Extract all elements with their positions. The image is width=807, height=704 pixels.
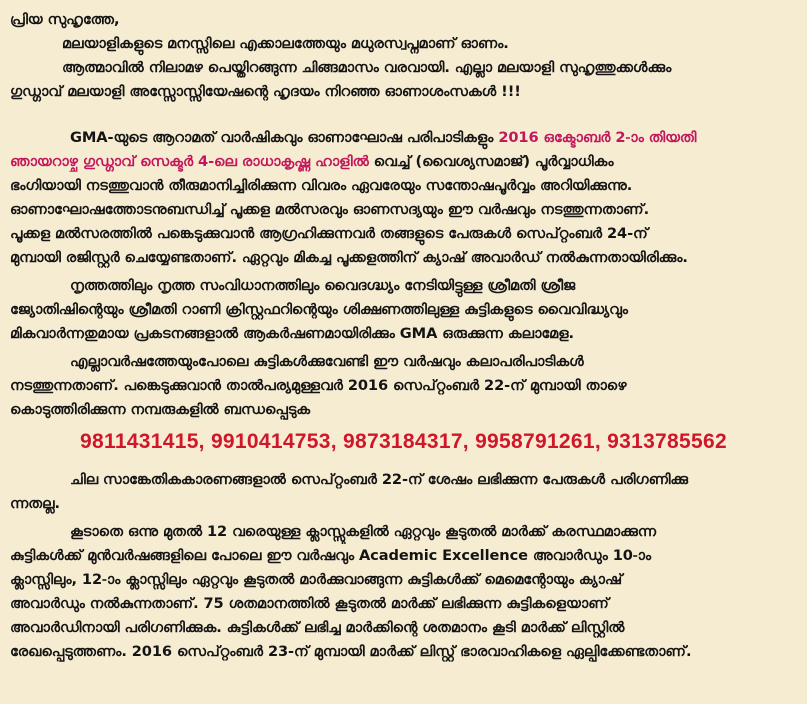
para6-line2: കുട്ടികൾക്ക് മുൻവർഷങ്ങളിലെ പോലെ ഈ വർഷവും Academic Excellence അവാർഡും 10-ാം	[10, 547, 652, 564]
para2-line5: പൂക്കള മൽസരത്തിൽ പങ്കെടുക്കുവാൻ ആഗ്രഹിക്കുന്നവർ തങ്ങളുടെ പേരുകൾ സെപ്റ്റംബർ 24-ന്	[10, 225, 648, 242]
event-date: 2016 ഒക്ടോബർ 2-ാം തിയതി	[498, 129, 697, 146]
para2-line2	[10, 150, 797, 174]
para2-line3: ഭംഗിയായി നടത്തുവാൻ തീരുമാനിച്ചിരിക്കുന്ന വിവരം ഏവരേയും സന്തോഷപൂർവ്വം അറിയിക്കുന്നു.	[10, 177, 633, 194]
contact-phone-numbers: 9811431415, 9910414753, 9873184317, 9958791261, 9313785562	[80, 430, 727, 453]
para6-line4: അവാർഡും നൽകുന്നതാണ്. 75 ശതമാനത്തിൽ കൂടുതൽ മാർക്ക് ലഭിക്കുന്ന കുട്ടികളെയാണ്	[10, 595, 609, 612]
para2-line6: മുമ്പായി രജിസ്റ്റർ ചെയ്യേണ്ടതാണ്. ഏറ്റവും മികച്ച പൂക്കളത്തിന് ക്യാഷ് അവാർഡ് നൽകുന്നതായിരിക്കും.	[10, 249, 688, 266]
para6-line1: കൂടാതെ ഒന്നു മുതൽ 12 വരെയുള്ള ക്ലാസ്സുകളിൽ ഏറ്റവും കൂടുതൽ മാർക്ക് കരസ്ഥമാക്കുന്ന	[70, 523, 657, 540]
para2-line2-text: വെച്ച് (വൈശ്യസമാജ്) പൂർവ്വാധികം	[368, 153, 614, 170]
para2-line1-text: GMA-യുടെ ആറാമത് വാർഷികവും ഓണാഘോഷ പരിപാടികളും	[70, 129, 499, 146]
para5-line1: ചില സാങ്കേതികകാരണങ്ങളാൽ സെപ്റ്റംബർ 22-ന് ശേഷം ലഭിക്കുന്ന പേരുകൾ പരിഗണിക്കു	[70, 471, 689, 488]
para6-line6: രേഖപ്പെടുത്തണം. 2016 സെപ്റ്റംബർ 23-ന് മുമ്പായി മാർക്ക് ലിസ്റ്റ് ഭാരവാഹികളെ ഏല്പിക്കേണ്ടതാണ്.	[10, 643, 692, 660]
para3-line1: നൃത്തത്തിലും നൃത്ത സംവിധാനത്തിലും വൈദഗ്ദ്ധ്യം നേടിയിട്ടുള്ള ശ്രീമതി ശ്രീജ	[70, 277, 576, 294]
para1-line1: മലയാളികളുടെ മനസ്സിലെ എക്കാലത്തേയും മധുരസ്വപ്നമാണ് ഓണം.	[62, 35, 509, 52]
para4-line1: എല്ലാവർഷത്തേയുംപോലെ കുട്ടികൾക്കുവേണ്ടി ഈ വർഷവും കലാപരിപാടികൾ	[70, 353, 584, 370]
para3-line3: മികവാർന്നതുമായ പ്രകടനങ്ങളാൽ ആകർഷണമായിരിക്കും GMA ഒരുക്കുന്ന കലാമേള.	[10, 325, 575, 342]
para2-line4: ഓണാഘോഷത്തോടനുബന്ധിച്ച് പൂക്കള മൽസരവും ഓണസദ്യയും ഈ വർഷവും നടത്തുന്നതാണ്.	[10, 201, 650, 218]
greeting: പ്രിയ സുഹൃത്തേ,	[10, 11, 120, 28]
para3-line2: ജ്യോതിഷിന്റെയും ശ്രീമതി റാണി ക്രിസ്റ്റഫറിന്റെയും ശിക്ഷണത്തിലുള്ള കുട്ടികളുടെ വൈവിദ്ധ്യവും	[10, 301, 628, 318]
para1-line2: ആത്മാവിൽ നിലാമഴ പെയ്തിറങ്ങുന്ന ചിങ്ങമാസം വരവായി. എല്ലാ മലയാളി സുഹൃത്തുക്കൾക്കും	[62, 59, 672, 76]
para4-line3: കൊടുത്തിരിക്കുന്ന നമ്പരുകളിൽ ബന്ധപ്പെടുക	[10, 401, 311, 418]
para6-line3: ക്ലാസ്സിലും, 12-ാം ക്ലാസ്സിലും ഏറ്റവും കൂടുതൽ മാർക്കുവാങ്ങുന്ന കുട്ടികൾക്ക് മെമെന്റോയും ക്യാഷ്	[10, 571, 623, 588]
para4-line2: നടത്തുന്നതാണ്. പങ്കെടുക്കുവാൻ താൽപര്യമുള്ളവർ 2016 സെപ്റ്റംബർ 22-ന് മുമ്പായി താഴെ	[10, 377, 627, 394]
event-venue: ഞായറാഴ്ച ഗുഡ്ഗാവ് സെക്ടർ 4-ലെ രാധാകൃഷ്ണ ഹാളിൽ	[10, 153, 369, 170]
para2-line1	[70, 126, 797, 150]
para6-line5: അവാർഡിനായി പരിഗണിക്കുക. കുട്ടികൾക്ക് ലഭിച്ച മാർക്കിന്റെ ശതമാനം കൂടി മാർക്ക് ലിസ്റ്റിൽ	[10, 619, 625, 636]
para5-line2: ന്നതല്ല.	[10, 495, 60, 512]
para1-line3: ഗുഡ്ഗാവ് മലയാളി അസ്സോസ്സിയേഷന്റെ ഹൃദയം നിറഞ്ഞ ഓണാശംസകൾ !!!	[10, 83, 521, 100]
